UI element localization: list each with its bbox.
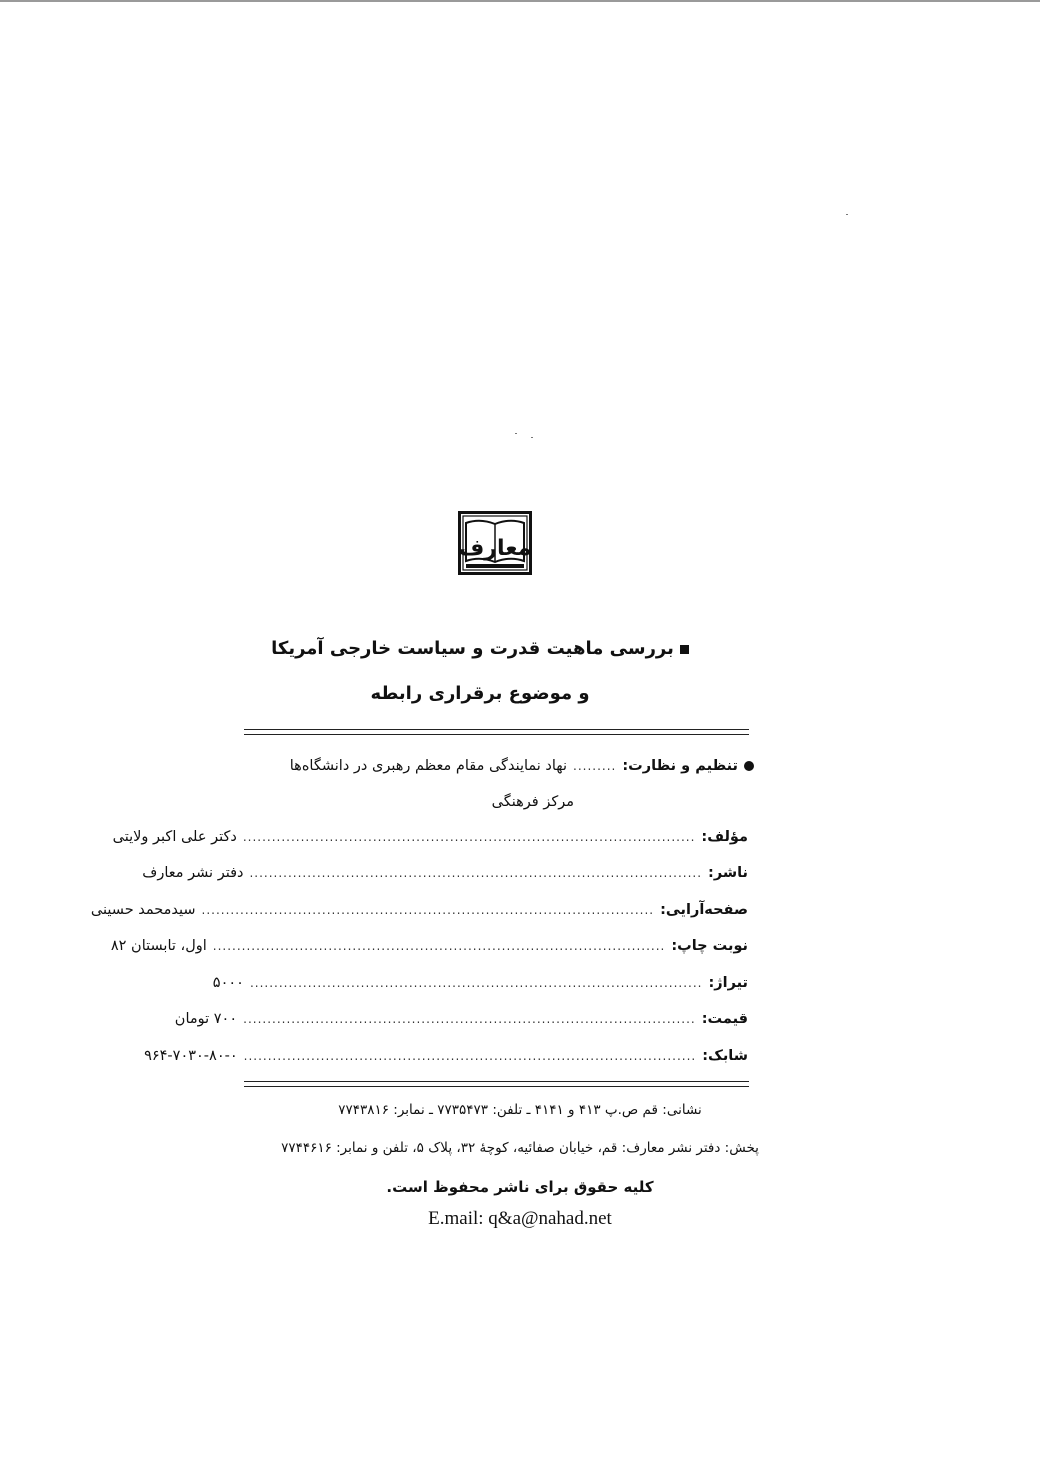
- dot-leader: ..............................................................................................: [243, 1012, 696, 1026]
- dot-leader: ..............................................................................................: [249, 866, 703, 880]
- dot-leader: ..............................................................................................: [249, 975, 703, 990]
- square-bullet-icon: [680, 645, 689, 654]
- dot-leader: ..............................................................................................: [212, 939, 666, 953]
- double-rule-divider: [244, 729, 749, 735]
- credit-value: ۹۶۴-۷۰۳۰-۸۰-۰: [144, 1047, 238, 1064]
- email-address: E.mail: q&a@nahad.net: [428, 1208, 612, 1229]
- credit-value: ۷۰۰ تومان: [174, 1011, 238, 1027]
- credit-value: دفتر نشر معارف: [142, 865, 244, 881]
- credit-label: نوبت چاپ:: [671, 938, 748, 954]
- credit-row-supervision: [244, 748, 754, 785]
- credit-label: قیمت:: [701, 1011, 748, 1027]
- credit-value: ۵۰۰۰: [212, 974, 244, 991]
- distribution-info: پخش: دفتر نشر معارف: قم، خیابان صفائیه، کوچهٔ ۳۲، پلاک ۵، تلفن و نمابر: ۷۷۴۴۶۱۶: [281, 1140, 759, 1156]
- dot-leader: ..............................................................................................: [201, 902, 655, 917]
- credit-label: شابک:: [702, 1047, 748, 1064]
- scan-speck: [531, 437, 533, 438]
- credit-row-edition: [110, 928, 754, 965]
- credit-label: ناشر:: [708, 865, 748, 881]
- copyright-notice: کلیه حقوق برای ناشر محفوظ است.: [386, 1178, 654, 1196]
- credit-row-author: [112, 819, 754, 856]
- dot-leader: .........: [573, 759, 617, 773]
- scan-speck: [846, 214, 848, 215]
- publisher-address: نشانی: قم ص.پ ۴۱۳ و ۴۱۴۱ ـ تلفن: ۷۷۳۵۴۷۳ ـ نمابر: ۷۷۴۳۸۱۶: [338, 1102, 702, 1118]
- scan-speck: [515, 433, 517, 434]
- credit-value: سیدمحمد حسینی: [90, 901, 196, 918]
- credit-row-layout: [90, 892, 754, 929]
- logo-text: معارف: [458, 536, 532, 561]
- credit-continuation: مرکز فرهنگی: [491, 793, 574, 810]
- credit-value: دکتر علی اکبر ولایتی: [112, 828, 237, 845]
- book-title-line-2: و موضوع برقراری رابطه: [370, 683, 590, 704]
- credit-label: مؤلف:: [701, 828, 748, 845]
- credit-row-isbn: [144, 1038, 754, 1075]
- bullet-icon: [744, 761, 754, 771]
- credit-value: نهاد نمایندگی مقام معظم رهبری در دانشگاه‌ها: [289, 758, 568, 774]
- credits-list: [90, 748, 754, 1074]
- dot-leader: ..............................................................................................: [243, 1048, 697, 1063]
- dot-leader: ..............................................................................................: [242, 829, 696, 844]
- book-title-line-1: [230, 638, 730, 659]
- credit-row-price: [174, 1001, 754, 1038]
- double-rule-divider: [244, 1081, 749, 1087]
- credit-label: تیراژ:: [708, 974, 748, 991]
- credit-row-circulation: [212, 965, 754, 1002]
- page-top-border: [0, 0, 1040, 2]
- credit-row-publisher: [142, 855, 754, 892]
- credit-value: اول، تابستان ۸۲: [110, 938, 207, 954]
- credit-label: صفحه‌آرایی:: [660, 901, 748, 918]
- open-book-logo-icon: [458, 511, 532, 575]
- book-title-text-1: بررسی ماهیت قدرت و سیاست خارجی آمریکا: [271, 638, 674, 659]
- credit-label: تنظیم و نظارت:: [622, 758, 738, 774]
